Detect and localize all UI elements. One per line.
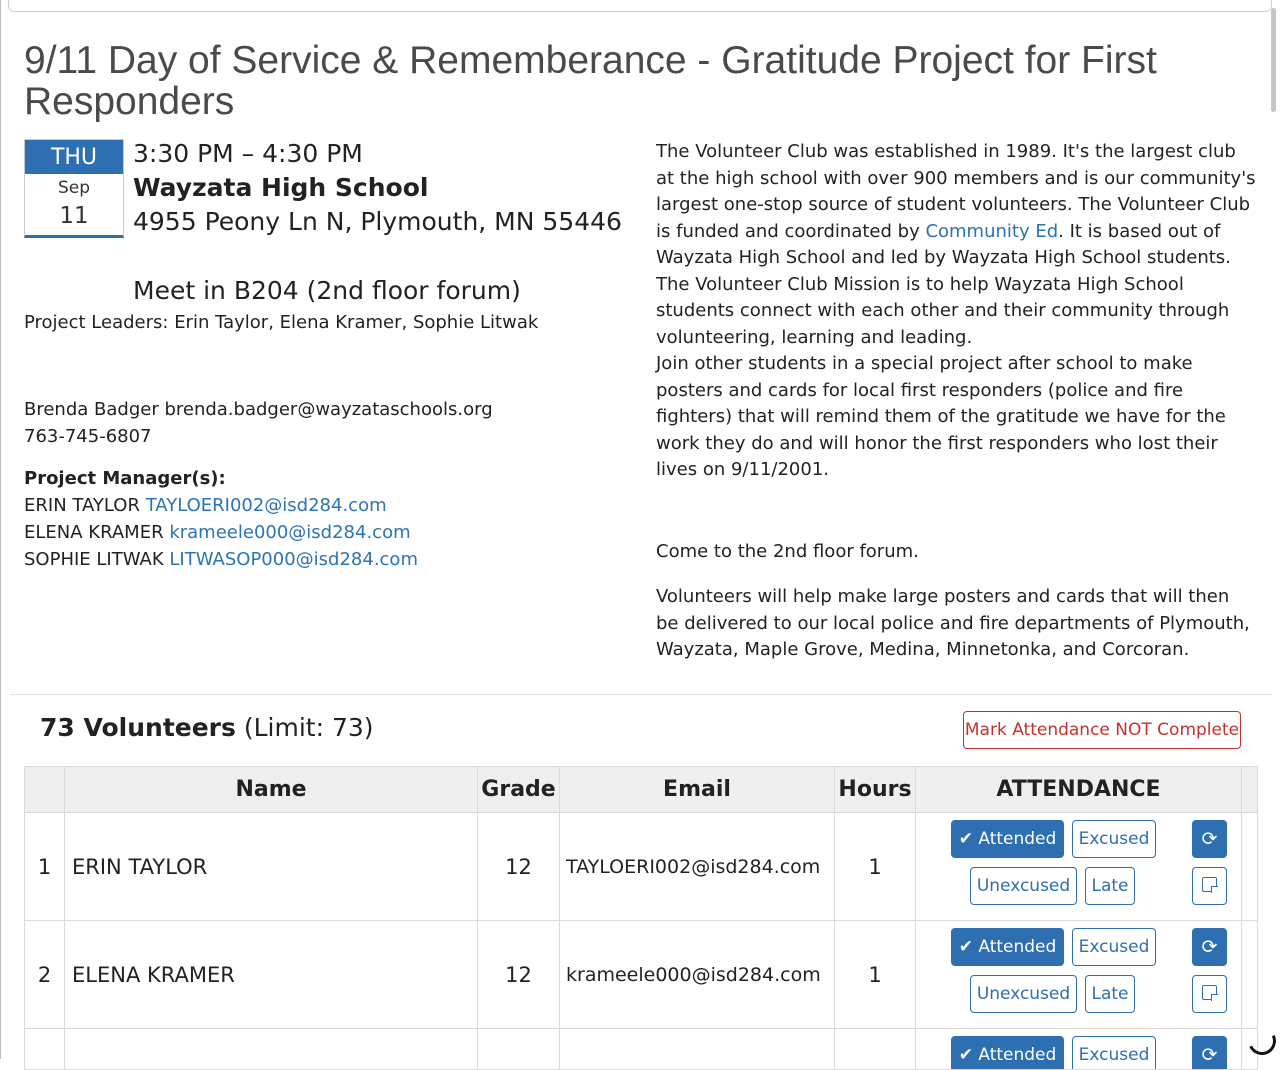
col-header-attendance: ATTENDANCE: [916, 767, 1242, 813]
volunteer-grade: 12: [478, 921, 560, 1029]
row-number: 1: [25, 813, 65, 921]
community-ed-link[interactable]: Community Ed: [925, 220, 1059, 242]
top-panel-edge: [8, 0, 1272, 12]
mark-attendance-not-complete-button[interactable]: Mark Attendance NOT Complete: [963, 711, 1241, 749]
volunteer-email: TAYLOERI002@isd284.com: [560, 813, 835, 921]
late-button[interactable]: Late: [1085, 867, 1135, 905]
row-extra-cell: [1242, 813, 1258, 921]
row-number: 2: [25, 921, 65, 1029]
description-paragraph: The Volunteer Club was established in 1989. It's the largest club at the high school with over 900 members and is our community's largest one-stop source of student volunteers. The Volunteer Club is funded and coordinated by Community Ed. It is based out of Wayzata High School and led by Wayzata High School students. The Volunteer Club Mission is to help Wayzata High School students connect with each other and their community through volunteering, learning and leading.: [656, 141, 1256, 348]
row-number: [25, 1029, 65, 1070]
attendance-cell: [916, 1029, 1242, 1070]
event-time: 3:30 PM – 4:30 PM: [133, 139, 363, 168]
col-header-name[interactable]: Name: [65, 767, 478, 813]
contact-name-email: Brenda Badger brenda.badger@wayzataschools.org: [24, 399, 493, 420]
volunteer-hours: 1: [835, 813, 916, 921]
description-paragraph: Join other students in a special project after school to make posters and cards for local first responders (police and fire fighters) that will remind them of the gratitude we have for the work they do and will honor the first responders who lost their lives on 9/11/2001.: [656, 353, 1226, 480]
volunteer-hours: [835, 1029, 916, 1070]
volunteer-count: [40, 713, 374, 742]
table-header-row: [25, 767, 1258, 813]
check-icon: ✔: [958, 1044, 973, 1065]
event-location: Wayzata High School: [133, 173, 429, 202]
event-description: [656, 139, 1256, 484]
attended-button[interactable]: ✔ Attended: [951, 1036, 1064, 1069]
attended-button[interactable]: ✔ Attended: [951, 820, 1064, 858]
col-header-extra: [1242, 767, 1258, 813]
note-icon[interactable]: [1192, 975, 1227, 1013]
volunteer-name: [65, 1029, 478, 1070]
scrollbar-thumb[interactable]: [1271, 8, 1276, 112]
unexcused-button[interactable]: Unexcused: [970, 975, 1077, 1013]
row-extra-cell: [1242, 921, 1258, 1029]
col-header-num: [25, 767, 65, 813]
refresh-icon[interactable]: ⟳: [1192, 928, 1227, 966]
section-divider: [10, 694, 1272, 695]
table-row: [25, 1029, 1258, 1070]
project-managers: [24, 465, 418, 573]
date-badge-month: Sep: [57, 178, 91, 198]
manager-name: ELENA KRAMER: [24, 522, 164, 543]
manager-name: ERIN TAYLOR: [24, 495, 140, 516]
volunteer-email: krameele000@isd284.com: [560, 921, 835, 1029]
volunteer-grade: 12: [478, 813, 560, 921]
refresh-icon[interactable]: ⟳: [1192, 1036, 1227, 1069]
col-header-grade[interactable]: Grade: [478, 767, 560, 813]
check-icon: ✔: [958, 828, 973, 849]
volunteer-name: ERIN TAYLOR: [65, 813, 478, 921]
page-border: [0, 0, 1, 1059]
volunteer-task-note: Volunteers will help make large posters and cards that will then be delivered to our local police and fire departments of Plymouth, Wayzata, Maple Grove, Medina, Minnetonka, and Corcoran.: [656, 586, 1250, 660]
date-badge-weekday: THU: [25, 140, 123, 174]
late-button[interactable]: Late: [1085, 975, 1135, 1013]
project-managers-heading: Project Manager(s):: [24, 468, 226, 489]
contact-info: [24, 396, 493, 450]
volunteer-hours: 1: [835, 921, 916, 1029]
attended-button[interactable]: ✔ Attended: [951, 928, 1064, 966]
volunteer-grade: [478, 1029, 560, 1070]
manager-name: SOPHIE LITWAK: [24, 549, 164, 570]
volunteer-name: ELENA KRAMER: [65, 921, 478, 1029]
excused-button[interactable]: Excused: [1072, 928, 1156, 966]
table-row: [25, 813, 1258, 921]
note-icon[interactable]: [1192, 867, 1227, 905]
project-leaders: Project Leaders: Erin Taylor, Elena Kramer, Sophie Litwak: [24, 312, 539, 333]
manager-item: [24, 546, 418, 573]
attendance-cell: [916, 813, 1242, 921]
volunteer-limit: (Limit: 73): [243, 713, 374, 742]
volunteer-count-number: 73 Volunteers: [40, 713, 236, 742]
unexcused-button[interactable]: Unexcused: [970, 867, 1077, 905]
date-badge-day: 11: [59, 203, 89, 229]
manager-item: [24, 519, 418, 546]
table-row: [25, 921, 1258, 1029]
volunteer-email: [560, 1029, 835, 1070]
excused-button[interactable]: Excused: [1072, 820, 1156, 858]
excused-button[interactable]: Excused: [1072, 1036, 1156, 1069]
col-header-hours[interactable]: Hours: [835, 767, 916, 813]
date-badge: [24, 139, 124, 238]
contact-phone: 763-745-6807: [24, 426, 152, 447]
volunteer-table: [24, 766, 1258, 1070]
col-header-email[interactable]: Email: [560, 767, 835, 813]
check-icon: ✔: [958, 936, 973, 957]
manager-email-link[interactable]: krameele000@isd284.com: [169, 522, 411, 543]
manager-email-link[interactable]: LITWASOP000@isd284.com: [169, 549, 418, 570]
refresh-icon[interactable]: ⟳: [1192, 820, 1227, 858]
event-title: 9/11 Day of Service & Rememberance - Gratitude Project for First Responders: [24, 39, 1157, 123]
event-address: 4955 Peony Ln N, Plymouth, MN 55446: [133, 207, 622, 236]
location-note: Come to the 2nd floor forum.: [656, 541, 919, 562]
manager-item: [24, 492, 418, 519]
manager-email-link[interactable]: TAYLOERI002@isd284.com: [145, 495, 387, 516]
meeting-point: Meet in B204 (2nd floor forum): [133, 276, 521, 305]
attendance-cell: [916, 921, 1242, 1029]
